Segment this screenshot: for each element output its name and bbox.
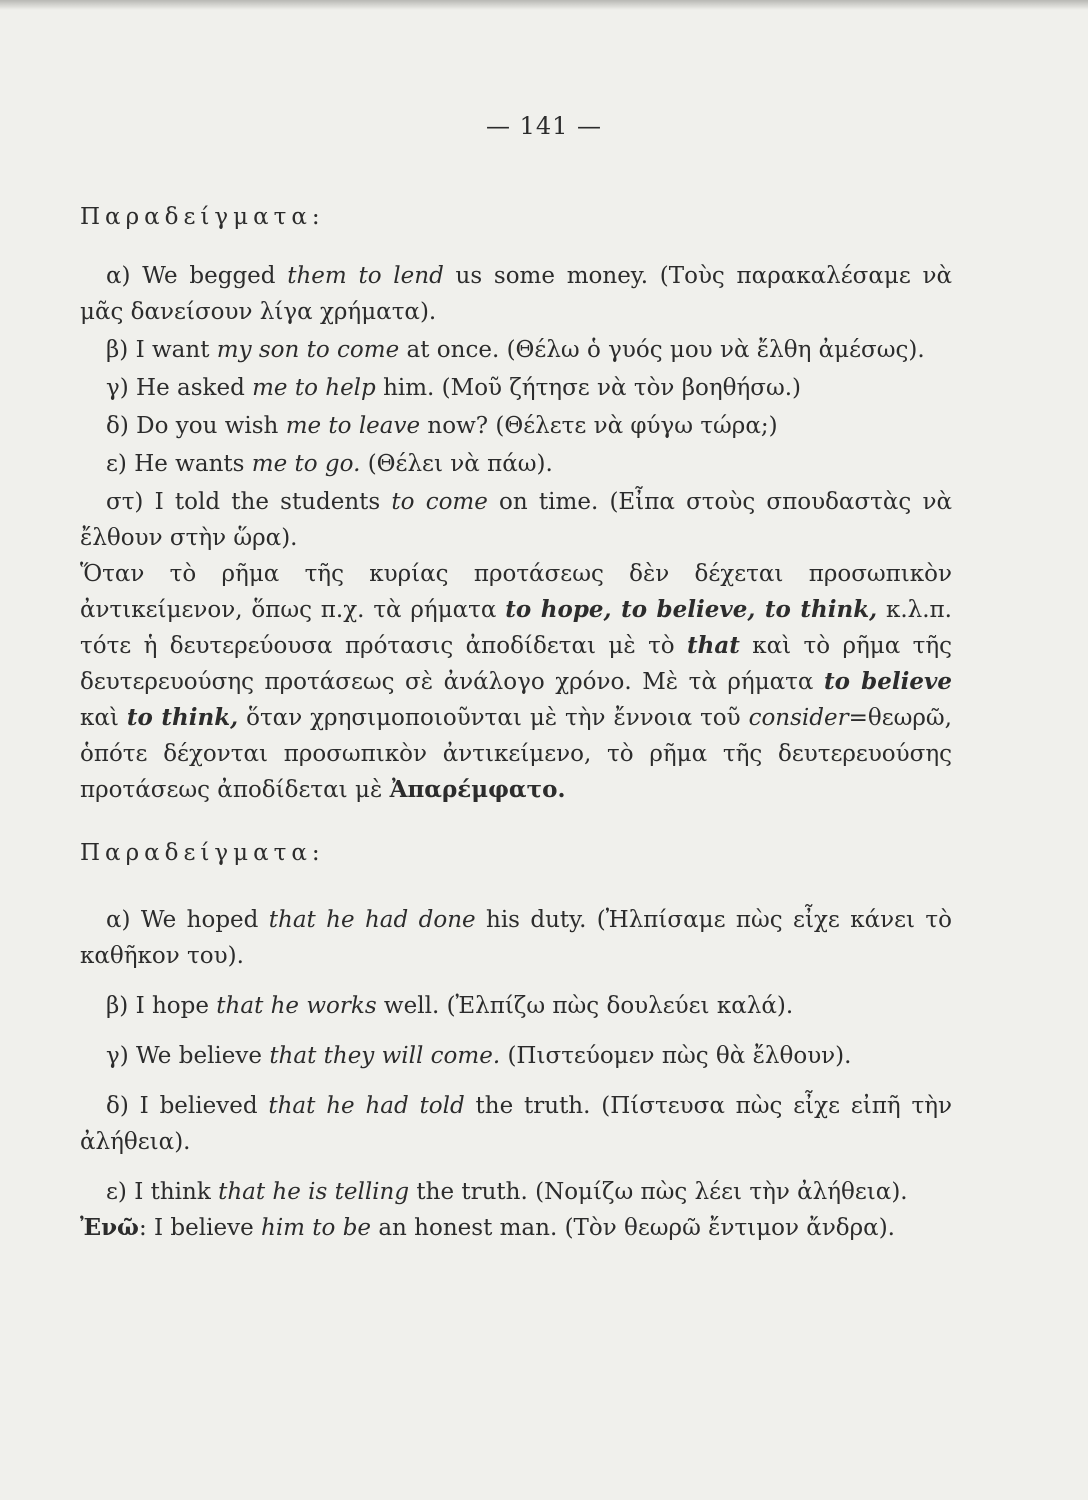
example-1-gamma [80, 370, 952, 406]
example-translation: (Πιστεύομεν πὼς θὰ ἔλθουν). [500, 1043, 852, 1069]
example-translation: on time. (Εἶπα στοὺς σπουδαστὰς νὰ ἔλθουν στὴν ὥρα). [80, 489, 953, 551]
explanation-text: Ὅταν τὸ ρῆμα τῆς κυρίας προτάσεως δὲν δέχεται προσωπικὸν ἀντικείμενον, ὅπως π.χ. τὰ ρήματα [80, 561, 952, 623]
page-content [80, 200, 952, 1246]
example-italic: that they will come. [269, 1043, 501, 1069]
example-translation: the truth. (Πίστευσα πὼς εἶχε εἰπῆ τὴν ἀλήθεια). [80, 1093, 952, 1155]
example-italic: to come [391, 489, 488, 515]
final-italic: him to be [261, 1215, 372, 1241]
example-1-stigma [80, 484, 952, 556]
example-label: β) [106, 337, 129, 363]
example-italic: my son to come [216, 337, 400, 363]
example-label: β) [106, 993, 129, 1019]
examples-heading-2: Παραδείγματα: [80, 840, 325, 866]
final-translation: an honest man. (Τὸν θεωρῶ ἔντιμον ἄνδρα). [371, 1215, 895, 1241]
example-translation: us some money. (Τοὺς παρακαλέσαμε νὰ μᾶς δανείσουν λίγα χρήματα). [80, 263, 953, 325]
example-text: We believe [136, 1043, 270, 1069]
explanation-italic: that [687, 632, 740, 659]
example-italic: me to go. [251, 451, 361, 477]
explanation-italic: consider [748, 705, 849, 731]
explanation-paragraph [80, 556, 952, 808]
example-translation: his duty. (Ἠλπίσαμε πὼς εἶχε κάνει τὸ καθῆκον του). [80, 907, 952, 969]
example-label: δ) [106, 413, 129, 439]
example-label: γ) [106, 1043, 129, 1069]
example-1-alpha [80, 258, 952, 330]
example-label: στ) [106, 489, 144, 515]
example-2-epsilon [80, 1174, 952, 1210]
example-label: γ) [106, 375, 129, 401]
example-text: We begged [142, 263, 288, 289]
example-translation: the truth. (Νομίζω πὼς λέει τὴν ἀλήθεια). [409, 1179, 908, 1205]
example-text: We hoped [140, 907, 269, 933]
explanation-text: καὶ τὸ ρῆμα τῆς δευτερευούσης προτάσεως σὲ ἀνάλογο χρόνο. Μὲ τὰ ρήματα [80, 633, 952, 695]
example-italic: that he had done [268, 907, 476, 933]
explanation-italic: to believe [823, 668, 952, 695]
explanation-text: =θεωρῶ, ὁπότε δέχονται προσωπικὸν ἀντικείμενο, τὸ ρῆμα τῆς δευτερευούσης προτάσεως ἀποδίδεται μὲ [80, 705, 952, 803]
example-text: He asked [136, 375, 253, 401]
example-italic: me to help [252, 375, 376, 401]
page-top-edge [0, 0, 1088, 10]
example-italic: that he is telling [218, 1179, 410, 1205]
example-italic: that he had told [268, 1093, 465, 1119]
example-1-beta [80, 332, 952, 368]
example-translation: at once. (Θέλω ὁ γυός μου νὰ ἔλθη ἀμέσως). [399, 337, 925, 363]
example-italic: that he works [216, 993, 377, 1019]
example-text: I want [135, 337, 217, 363]
page-number: — 141 — [485, 112, 603, 140]
example-1-epsilon [80, 446, 952, 482]
example-text: Do you wish [136, 413, 286, 439]
examples-heading-1: Παραδείγματα: [80, 204, 325, 230]
example-text: I think [134, 1179, 219, 1205]
final-example [80, 1210, 952, 1246]
example-translation: well. (Ἐλπίζω πὼς δουλεύει καλά). [376, 993, 794, 1019]
example-label: ε) [106, 1179, 127, 1205]
final-text: : I believe [138, 1215, 261, 1241]
example-text: He wants [134, 451, 252, 477]
example-label: α) [106, 907, 131, 933]
explanation-text: κ.λ.π. τότε ἡ δευτερεύουσα πρότασις ἀποδίδεται μὲ τὸ [80, 597, 952, 659]
explanation-bold: Ἀπαρέμφατο. [389, 776, 566, 803]
example-2-gamma [80, 1038, 952, 1074]
example-label: δ) [106, 1093, 129, 1119]
example-text: I hope [135, 993, 217, 1019]
example-translation: now? (Θέλετε νὰ φύγω τώρα;) [420, 413, 778, 439]
example-2-beta [80, 988, 952, 1024]
example-translation: him. (Μοῦ ζήτησε νὰ τὸν βοηθήσω.) [375, 375, 801, 401]
example-text: I told the students [154, 489, 392, 515]
example-translation: (Θέλει νὰ πάω). [360, 451, 553, 477]
explanation-text: ὅταν χρησιμοποιοῦνται μὲ τὴν ἔννοια τοῦ [238, 705, 749, 731]
example-label: ε) [106, 451, 127, 477]
example-label: α) [106, 263, 131, 289]
example-italic: them to lend [287, 263, 444, 289]
example-2-delta [80, 1088, 952, 1160]
example-1-delta [80, 408, 952, 444]
explanation-italic: to think, [126, 704, 239, 731]
example-text: I believed [139, 1093, 269, 1119]
final-label: Ἐνῶ [80, 1214, 139, 1241]
explanation-text: καὶ [80, 705, 127, 731]
explanation-italic: to hope, to believe, to think, [505, 596, 878, 623]
example-2-alpha [80, 902, 952, 974]
example-italic: me to leave [285, 413, 421, 439]
